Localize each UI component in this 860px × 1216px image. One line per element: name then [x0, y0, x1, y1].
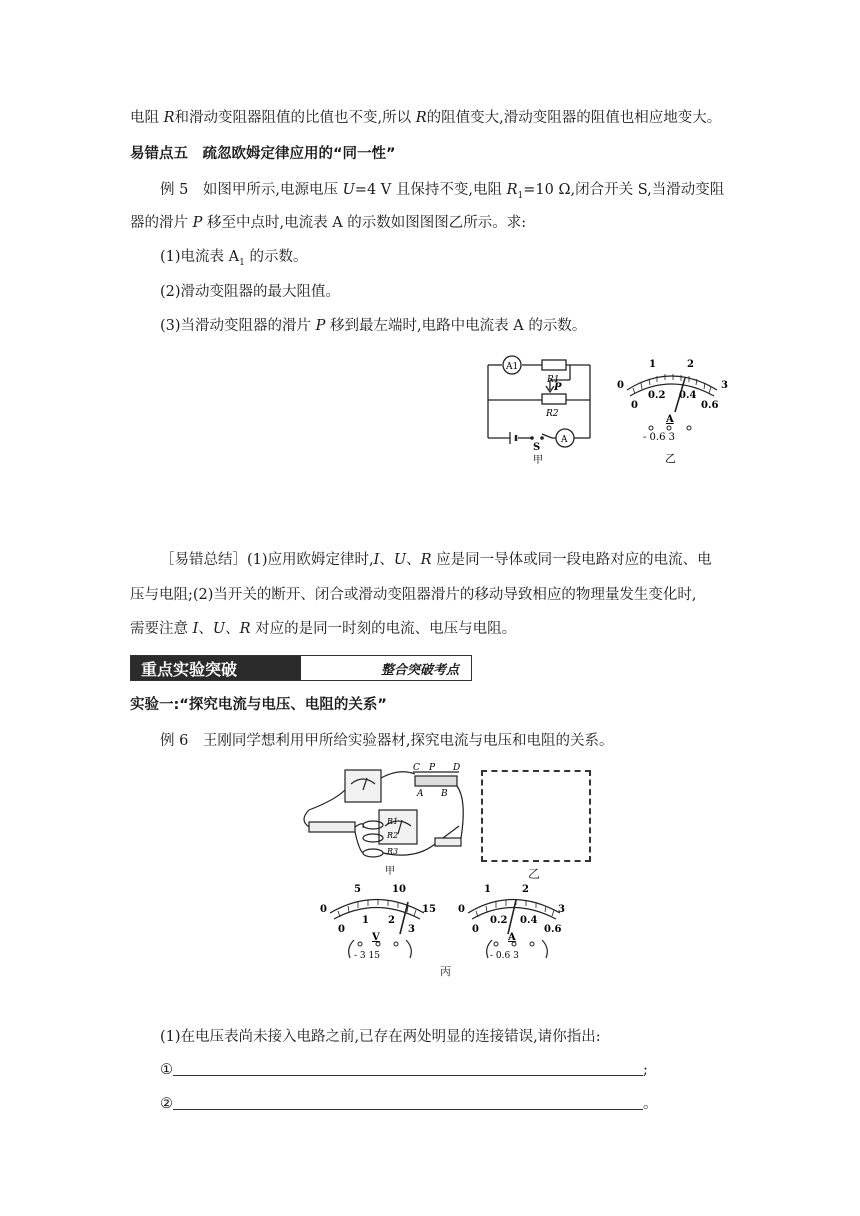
answer-box-yi [481, 770, 591, 862]
question1-text: (1)在电压表尚未接入电路之前,已存在两处明显的连接错误,请你指出: [160, 1029, 601, 1045]
summary-line1: ［易错总结］(1)应用欧姆定律时,I、U、R 应是同一导体或同一段电路对应的电流、电 [160, 552, 712, 568]
symbol-r: R [163, 110, 175, 126]
svg-text:15: 15 [422, 904, 436, 915]
svg-text:R1: R1 [387, 817, 399, 826]
section-label: 易错点五 [130, 146, 188, 162]
figure-caption-bing: 丙 [440, 965, 451, 978]
figure-caption-jia: 甲 [385, 866, 395, 877]
svg-text:10: 10 [392, 884, 406, 895]
answer-blank-1[interactable] [173, 1061, 643, 1076]
svg-text:3: 3 [721, 380, 728, 391]
svg-text:P: P [429, 763, 436, 773]
apparatus-jia [295, 760, 480, 880]
example5-line1: 例 5 如图甲所示,电源电压 U=4 V 且保持不变,电阻 $R_1=10$ Ω,闭合开关 S,当滑动变阻 [160, 182, 725, 201]
svg-text:1: 1 [484, 884, 491, 895]
svg-text:5: 5 [354, 884, 361, 895]
r1-label: R1 [547, 375, 560, 385]
section-title: 疏忽欧姆定律应用的“同一性” [202, 146, 396, 162]
banner-title: 重点实验突破 [131, 656, 301, 680]
summary-line3: 需要注意 I、U、R 对应的是同一时刻的电流、电压与电阻。 [130, 621, 517, 637]
svg-text:R2: R2 [387, 831, 399, 840]
svg-text:0.4: 0.4 [520, 915, 538, 926]
section-heading [130, 144, 396, 164]
svg-text:0.4: 0.4 [679, 390, 697, 401]
text: 的阻值变大,滑动变阻器的阻值也相应地变大。 [426, 110, 722, 126]
svg-text:0: 0 [617, 380, 624, 391]
svg-text:1: 1 [649, 359, 656, 370]
svg-text:3: 3 [408, 924, 415, 935]
svg-text:0.2: 0.2 [648, 390, 666, 401]
switch-label: S [533, 442, 541, 453]
example5-question1: (1)电流表 $A_1$ 的示数。 [160, 249, 308, 268]
ammeter-a1-label: A1 [506, 362, 519, 372]
ammeter-dial-yi [605, 350, 740, 475]
circuit-diagram-jia [480, 350, 610, 470]
unit-label: A [508, 932, 516, 943]
answer-blank-2[interactable] [173, 1095, 643, 1110]
svg-text:0: 0 [472, 924, 479, 935]
p-label: P [554, 382, 562, 393]
unit-label: V [372, 932, 380, 943]
terminal-labels: - 0.6 3 [490, 951, 519, 961]
svg-text:0: 0 [320, 904, 327, 915]
svg-text:0.6: 0.6 [701, 400, 719, 411]
svg-text:2: 2 [522, 884, 529, 895]
text: 电阻 [130, 110, 164, 126]
figure-caption-jia: 甲 [533, 455, 543, 466]
text: 和滑动变阻器阻值的比值也不变,所以 [174, 110, 416, 126]
svg-text:D: D [453, 763, 461, 773]
svg-text:0.6: 0.6 [544, 924, 562, 935]
banner-subtitle: 整合突破考点 [380, 662, 459, 678]
svg-text:2: 2 [687, 359, 694, 370]
svg-text:1: 1 [362, 915, 369, 926]
experiment-title: 实验一:“探究电流与电压、电阻的关系” [130, 697, 387, 713]
section-banner [130, 655, 472, 681]
example5-question2: (2)滑动变阻器的最大阻值。 [160, 284, 341, 300]
svg-text:0.2: 0.2 [490, 915, 508, 926]
r2-label: R2 [546, 409, 559, 419]
svg-text:B: B [441, 789, 448, 799]
voltmeter-dial [310, 878, 445, 973]
ammeter-dial [450, 878, 585, 973]
terminal-labels: - 3 15 [354, 951, 380, 961]
symbol-r: R [415, 110, 427, 126]
svg-text:3: 3 [558, 904, 565, 915]
answer-line-1: ① ; [160, 1062, 648, 1078]
svg-text:0: 0 [338, 924, 345, 935]
intro-paragraph [130, 108, 721, 128]
figure-caption-yi: 乙 [528, 867, 541, 881]
figure-caption-yi: 乙 [665, 452, 676, 465]
svg-text:C: C [413, 763, 420, 773]
svg-text:R3: R3 [387, 847, 399, 856]
summary-line2: 压与电阻;(2)当开关的断开、闭合或滑动变阻器滑片的移动导致相应的物理量发生变化时, [130, 587, 697, 603]
example5-line2: 器的滑片 P 移至中点时,电流表 A 的示数如图图图乙所示。求: [130, 215, 527, 231]
svg-text:0: 0 [458, 904, 465, 915]
ammeter-a-label: A [561, 435, 568, 445]
svg-text:2: 2 [388, 915, 395, 926]
example5-question3: (3)当滑动变阻器的滑片 P 移到最左端时,电路中电流表 A 的示数。 [160, 318, 587, 334]
unit-label: A [666, 414, 674, 425]
terminal-labels: - 0.6 3 [643, 432, 676, 443]
example6-text: 例 6 王刚同学想利用甲所给实验器材,探究电流与电压和电阻的关系。 [160, 733, 614, 749]
answer-line-2: ② 。 [160, 1096, 658, 1112]
svg-text:A: A [417, 789, 424, 799]
svg-text:0: 0 [631, 400, 638, 411]
